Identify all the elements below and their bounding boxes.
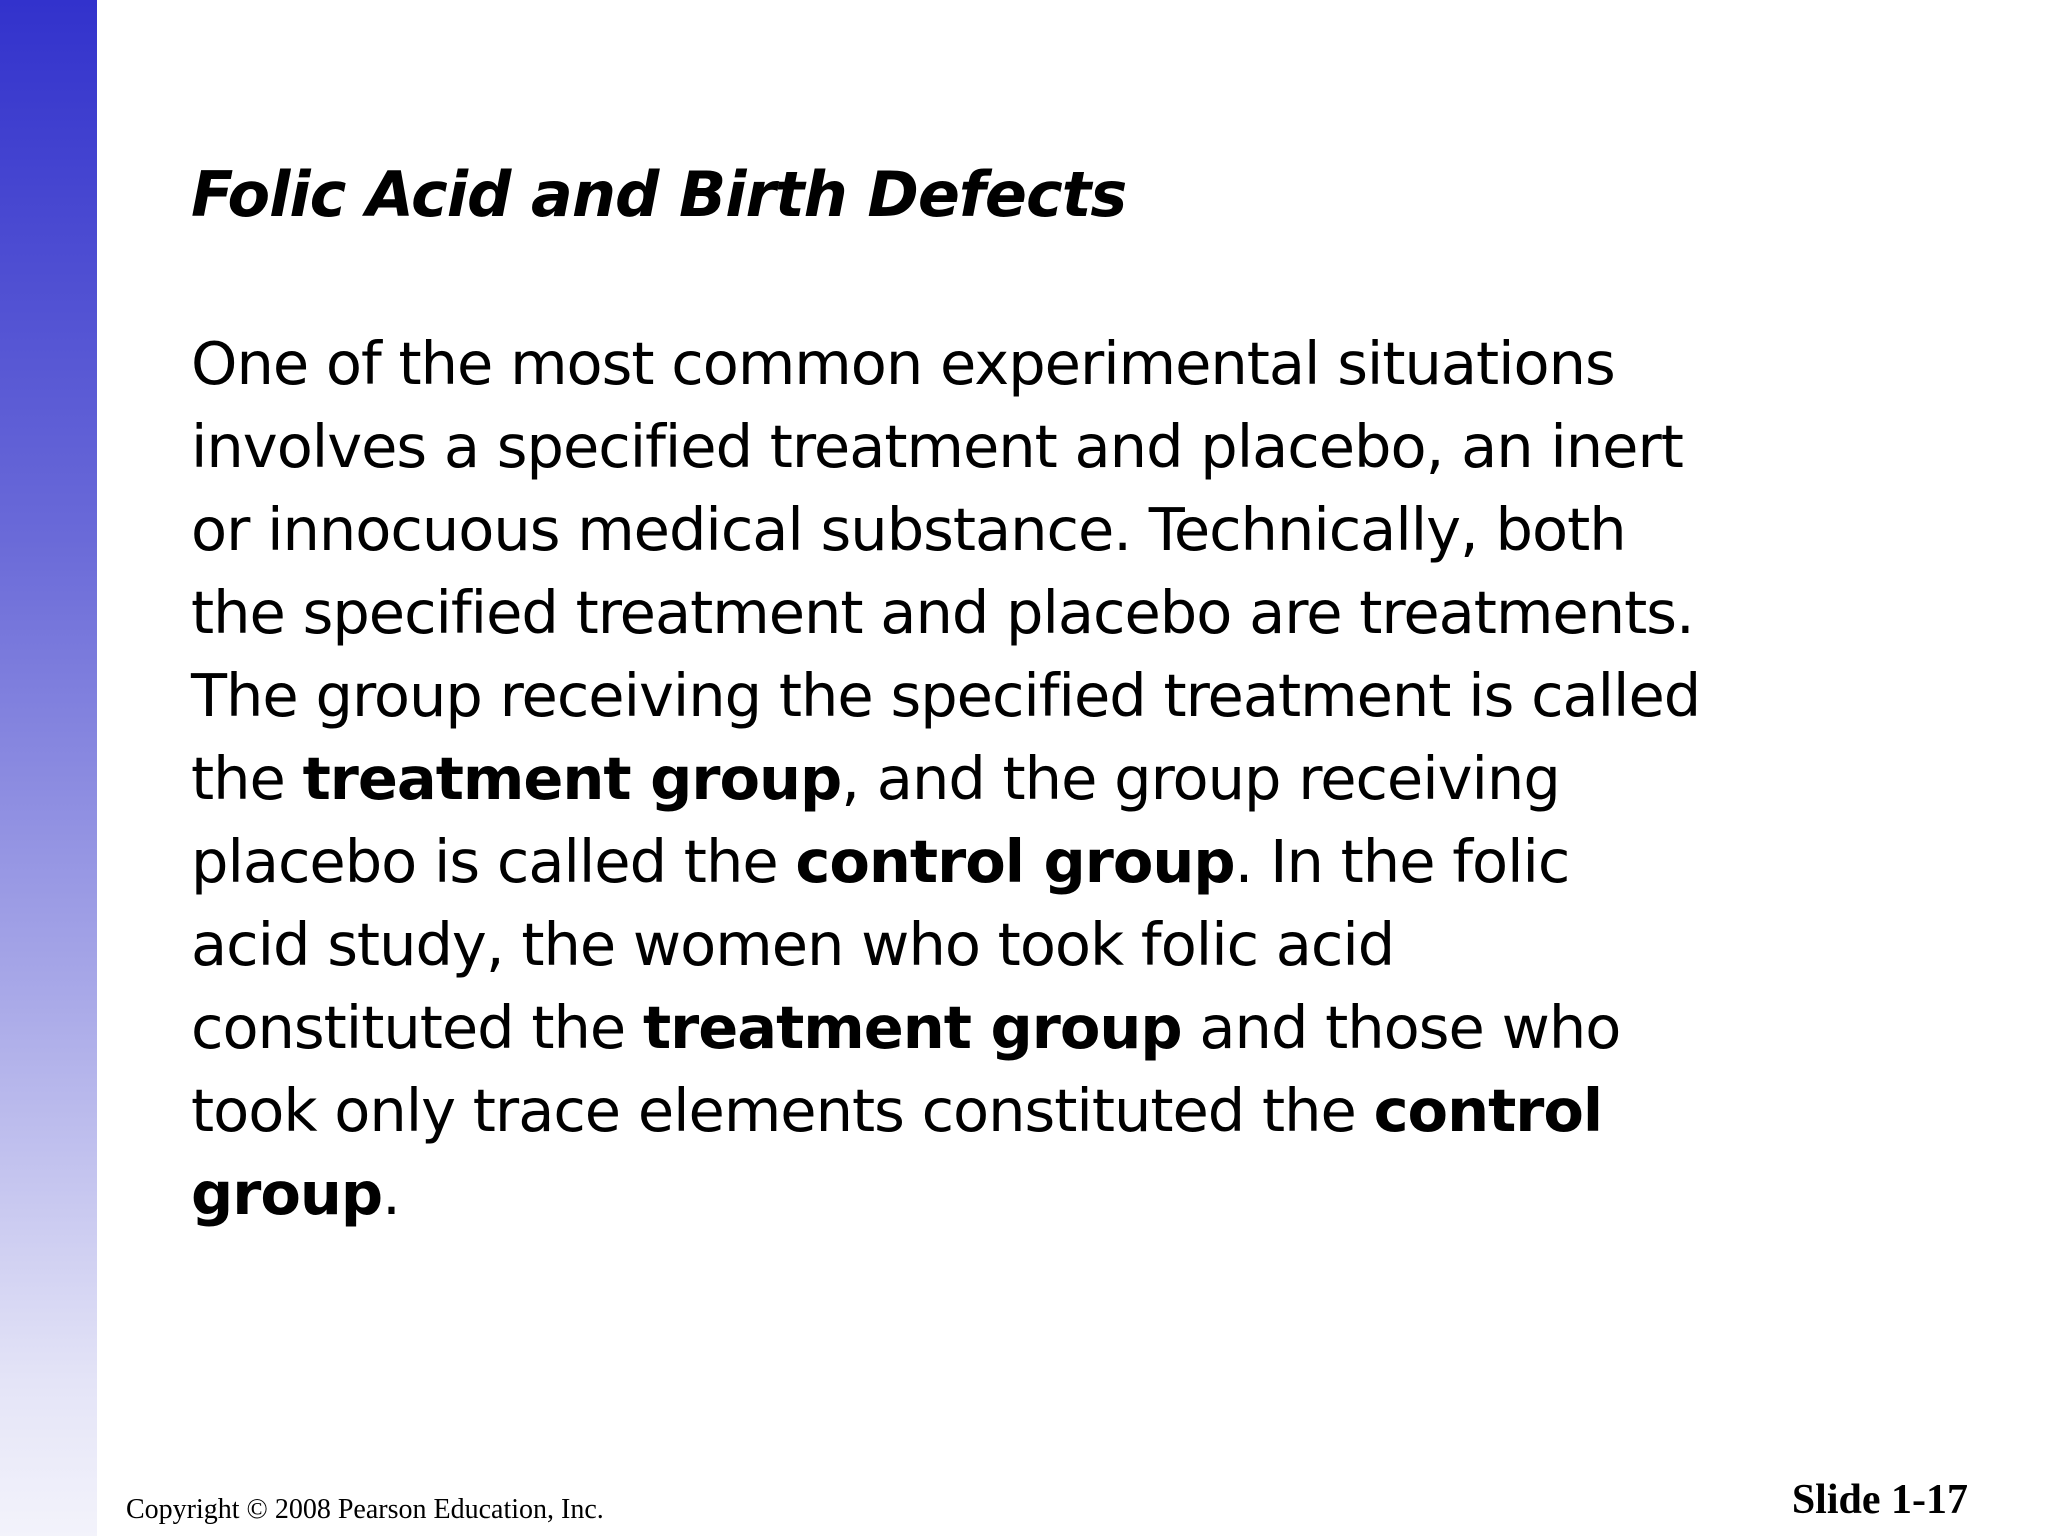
body-text-segment: constituted the (191, 993, 643, 1062)
body-text-segment: . (382, 1159, 400, 1228)
body-line (191, 1069, 1891, 1152)
body-line (191, 737, 1891, 820)
body-line (191, 322, 1891, 405)
body-text-segment: One of the most common experimental situations (191, 329, 1615, 398)
body-line (191, 820, 1891, 903)
body-line (191, 986, 1891, 1069)
bold-term: group (191, 1159, 383, 1228)
bold-term: treatment group (642, 993, 1182, 1062)
bold-term: control (1373, 1076, 1603, 1145)
copyright-notice: Copyright © 2008 Pearson Education, Inc. (126, 1494, 604, 1525)
side-gradient-bar (0, 0, 97, 1536)
body-text-segment: acid study, the women who took folic acid (191, 910, 1395, 979)
body-paragraph (191, 322, 1891, 1235)
bold-term: treatment group (302, 744, 842, 813)
body-text-segment: . In the folic (1234, 827, 1570, 896)
body-text-segment: The group receiving the specified treatment is called (191, 661, 1701, 730)
body-text-segment: the (191, 744, 303, 813)
body-line (191, 1152, 1891, 1235)
slide-title: Folic Acid and Birth Defects (191, 158, 1127, 231)
body-line (191, 654, 1891, 737)
body-text-segment: took only trace elements constituted the (191, 1076, 1374, 1145)
body-line (191, 405, 1891, 488)
body-line (191, 571, 1891, 654)
slide-number: Slide 1-17 (1791, 1477, 1968, 1523)
bold-term: control group (795, 827, 1235, 896)
body-text-segment: , and the group receiving (841, 744, 1560, 813)
body-line (191, 488, 1891, 571)
body-text-segment: involves a specified treatment and placebo, an inert (191, 412, 1683, 481)
body-text-segment: placebo is called the (191, 827, 796, 896)
body-line (191, 903, 1891, 986)
body-text-segment: and those who (1181, 993, 1621, 1062)
body-text-segment: the specified treatment and placebo are treatments. (191, 578, 1694, 647)
body-text-segment: or innocuous medical substance. Technically, both (191, 495, 1626, 564)
